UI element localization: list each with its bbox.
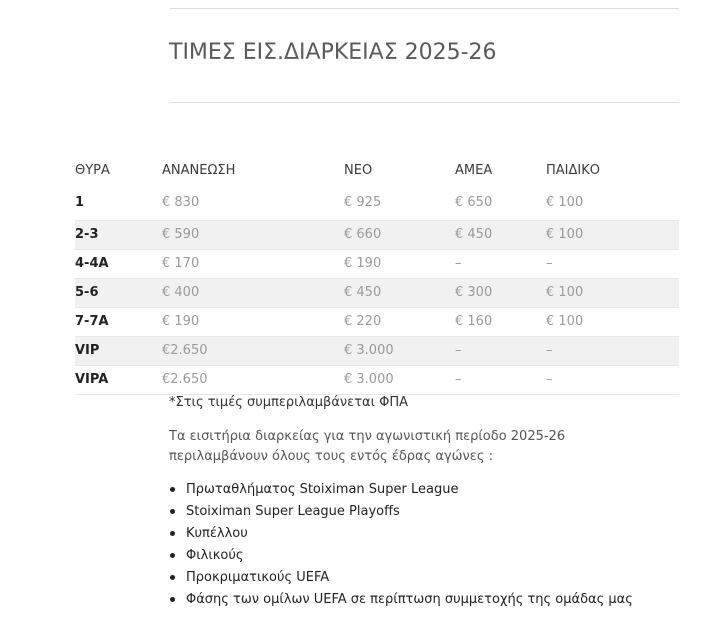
cell-renewal: € 590 [162, 220, 344, 249]
cell-child: – [546, 336, 679, 365]
cell-child: € 100 [546, 307, 679, 336]
cell-renewal: € 190 [162, 307, 344, 336]
list-item-label: Προκριματικούς UEFA [186, 570, 330, 585]
table-row [75, 220, 679, 249]
top-divider [170, 8, 679, 9]
header-renewal: ΑΝΑΝΕΩΣΗ [162, 162, 236, 178]
table-row [75, 186, 679, 220]
list-item-label: Φάσης των ομίλων UEFA σε περίπτωση συμμετοχής της ομάδας μας [186, 592, 633, 607]
table-header-row [75, 154, 679, 186]
list-item [169, 567, 633, 589]
cell-new: € 660 [344, 220, 455, 249]
cell-renewal: €2.650 [162, 365, 344, 394]
cell-renewal: € 170 [162, 249, 344, 278]
cell-gate: 7-7Α [75, 307, 162, 336]
vat-note: *Στις τιμές συμπεριλαμβάνεται ΦΠΑ [169, 395, 409, 410]
bullet-icon [170, 575, 175, 580]
title-divider [170, 102, 679, 103]
cell-renewal: € 400 [162, 278, 344, 307]
cell-new: € 220 [344, 307, 455, 336]
table-row [75, 365, 679, 394]
cell-new: € 3.000 [344, 365, 455, 394]
cell-new: € 450 [344, 278, 455, 307]
table-row [75, 336, 679, 365]
list-item [169, 589, 633, 611]
cell-new: € 3.000 [344, 336, 455, 365]
header-gate: ΘΥΡΑ [75, 162, 110, 178]
list-item-label: Κυπέλλου [186, 526, 248, 541]
list-item-label: Πρωταθλήματος Stoiximan Super League [186, 482, 459, 497]
cell-disabled: € 650 [455, 186, 546, 220]
page-title: ΤΙΜΕΣ ΕΙΣ.ΔΙΑΡΚΕΙΑΣ 2025-26 [169, 40, 497, 65]
table-row [75, 307, 679, 336]
cell-gate: 4-4Α [75, 249, 162, 278]
list-item-label: Stoiximan Super League Playoffs [186, 504, 400, 519]
cell-gate: 2-3 [75, 220, 162, 249]
table-row [75, 278, 679, 307]
cell-child: – [546, 365, 679, 394]
table-row [75, 249, 679, 278]
cell-gate: 5-6 [75, 278, 162, 307]
season-ticket-price-table [75, 154, 679, 395]
bullet-icon [170, 597, 175, 602]
header-new: ΝΕΟ [344, 162, 373, 178]
cell-gate: VIP [75, 336, 162, 365]
cell-disabled: € 300 [455, 278, 546, 307]
bullet-icon [170, 509, 175, 514]
bullet-icon [170, 553, 175, 558]
cell-renewal: €2.650 [162, 336, 344, 365]
cell-disabled: – [455, 249, 546, 278]
list-item [169, 501, 633, 523]
cell-child: – [546, 249, 679, 278]
cell-gate: VIPA [75, 365, 162, 394]
bullet-icon [170, 487, 175, 492]
cell-gate: 1 [75, 186, 162, 220]
cell-disabled: € 160 [455, 307, 546, 336]
cell-disabled: – [455, 365, 546, 394]
cell-disabled: – [455, 336, 546, 365]
cell-child: € 100 [546, 186, 679, 220]
list-item [169, 545, 633, 567]
cell-child: € 100 [546, 278, 679, 307]
header-child: ΠΑΙΔΙΚΟ [546, 162, 600, 178]
bullet-icon [170, 531, 175, 536]
cell-new: € 925 [344, 186, 455, 220]
header-disabled: ΑΜΕΑ [455, 162, 493, 178]
cell-child: € 100 [546, 220, 679, 249]
cell-renewal: € 830 [162, 186, 344, 220]
competitions-list [169, 479, 633, 611]
cell-new: € 190 [344, 249, 455, 278]
list-item [169, 479, 633, 501]
list-item [169, 523, 633, 545]
intro-text: Τα εισιτήρια διαρκείας για την αγωνιστική περίοδο 2025-26 περιλαμβάνουν όλους τους εντός έδρας αγώνες : [169, 429, 566, 464]
cell-disabled: € 450 [455, 220, 546, 249]
list-item-label: Φιλικούς [186, 548, 244, 563]
